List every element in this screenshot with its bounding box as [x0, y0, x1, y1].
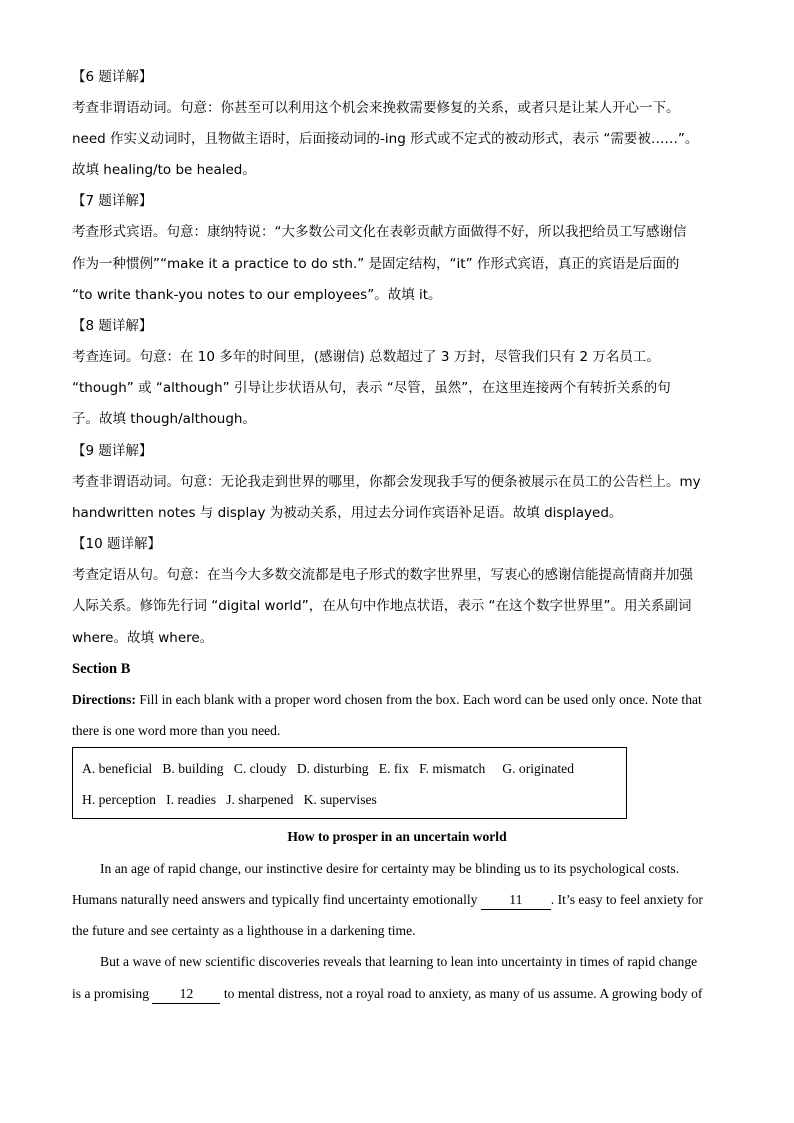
q10-line-1: 考查定语从句。句意：在当今大多数交流都是电子形式的数字世界里，写衷心的感谢信能提高情商并加强: [72, 567, 693, 583]
q9-line-2: handwritten notes 与 display 为被动关系，用过去分词作宾语补足语。故填 displayed。: [72, 505, 623, 521]
q6-line-2: need 作实义动词时，且物做主语时，后面接动词的-ing 形式或不定式的被动形式，表示 “需要被……”。: [72, 131, 699, 147]
p1-line-2-text-b: . It’s easy to feel anxiety for: [550, 892, 703, 907]
word-box: [72, 747, 627, 819]
blank-12[interactable]: 12: [152, 985, 220, 1004]
word-box-row-2: H. perception I. readies J. sharpened K. supervises: [82, 792, 377, 807]
directions-label: Directions:: [72, 692, 136, 707]
q7-line-2: 作为一种惯例”“make it a practice to do sth.” 是固定结构，“it” 作形式宾语，真正的宾语是后面的: [72, 256, 680, 272]
p2-line-2-text-b: to mental distress, not a royal road to anxiety, as many of us assume. A growing body of: [223, 986, 703, 1001]
section-title: Section B: [72, 661, 131, 677]
q8-line-2: “though” 或 “although” 引导让步状语从句，表示 “尽管，虽然”，在这里连接两个有转折关系的句: [72, 380, 671, 396]
q7-heading: 【7 题详解】: [72, 193, 153, 209]
word-box-row-1: A. beneficial B. building C. cloudy D. disturbing E. fix F. mismatch G. originated: [82, 761, 575, 776]
directions-line-2: there is one word more than you need.: [72, 723, 281, 738]
q8-line-1: 考查连词。句意：在 10 多年的时间里，(感谢信) 总数超过了 3 万封，尽管我们只有 2 万名员工。: [72, 349, 660, 365]
q9-line-1: 考查非谓语动词。句意：无论我走到世界的哪里，你都会发现我手写的便条被展示在员工的公告栏上。my: [72, 474, 701, 490]
q7-line-1: 考查形式宾语。句意：康纳特说：“大多数公司文化在表彰贡献方面做得不好，所以我把给员工写感谢信: [72, 224, 687, 240]
directions-text-1: Fill in each blank with a proper word chosen from the box. Each word can be used only once. Note that: [135, 692, 702, 707]
blank-11[interactable]: 11: [481, 891, 551, 910]
p1-line-3: the future and see certainty as a lighthouse in a darkening time.: [72, 923, 416, 938]
p2-line-2: [72, 985, 724, 1004]
p1-line-2-text-a: Humans naturally need answers and typically find uncertainty emotionally: [72, 892, 478, 907]
q10-line-3: where。故填 where。: [72, 630, 214, 646]
passage-title: How to prosper in an uncertain world: [287, 829, 507, 844]
q9-heading: 【9 题详解】: [72, 443, 153, 459]
q6-line-3: 故填 healing/to be healed。: [72, 162, 256, 178]
q8-line-3: 子。故填 though/although。: [72, 411, 256, 427]
q8-heading: 【8 题详解】: [72, 318, 153, 334]
q7-line-3: “to write thank-you notes to our employees”。故填 it。: [72, 287, 442, 303]
p2-line-1: But a wave of new scientific discoveries reveals that learning to lean into uncertainty in times of rapid change: [100, 954, 698, 969]
q10-heading: 【10 题详解】: [72, 536, 161, 552]
q10-line-2: 人际关系。修饰先行词 “digital world”，在从句中作地点状语，表示 “在这个数字世界里”。用关系副词: [72, 598, 692, 614]
q6-heading: 【6 题详解】: [72, 69, 153, 85]
p1-line-1: In an age of rapid change, our instinctive desire for certainty may be blinding us to its psychological costs.: [100, 861, 680, 876]
p2-line-2-text-a: is a promising: [72, 986, 150, 1001]
directions-line-1: [72, 691, 724, 709]
q6-line-1: 考查非谓语动词。句意：你甚至可以利用这个机会来挽救需要修复的关系，或者只是让某人开心一下。: [72, 100, 680, 116]
p1-line-2: [72, 891, 724, 910]
